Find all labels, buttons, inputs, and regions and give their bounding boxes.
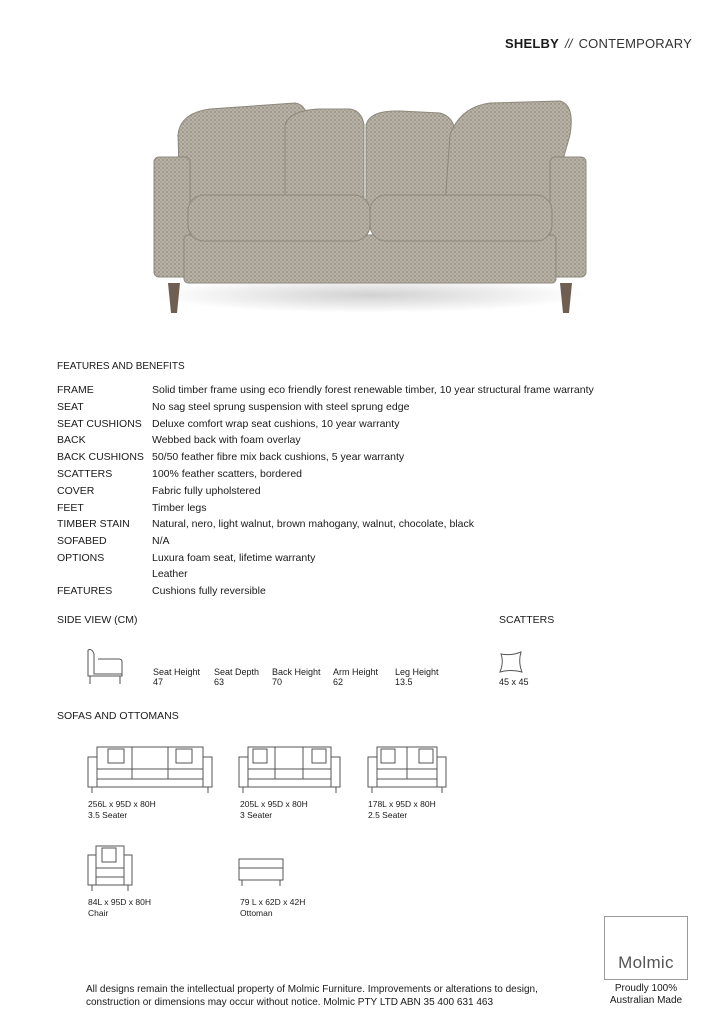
feature-value: Cushions fully reversible bbox=[152, 584, 266, 597]
dim-label: Back Height bbox=[272, 667, 321, 677]
ottoman-caption bbox=[240, 897, 305, 919]
dim-label: Leg Height bbox=[395, 667, 439, 677]
feature-label: SCATTERS bbox=[57, 467, 113, 480]
feature-value: Fabric fully upholstered bbox=[152, 484, 261, 497]
feature-label: TIMBER STAIN bbox=[57, 518, 130, 531]
feature-value: Natural, nero, light walnut, brown mahogany, walnut, chocolate, black bbox=[152, 518, 474, 531]
dim-value: 62 bbox=[333, 677, 344, 687]
feature-value: 50/50 feather fibre mix back cushions, 5 year warranty bbox=[152, 451, 405, 464]
ottoman-diagram bbox=[236, 855, 286, 889]
feature-row-features bbox=[57, 583, 594, 600]
sofa-3-5-seater-caption bbox=[88, 799, 156, 821]
sofa-3-seater-diagram bbox=[237, 743, 342, 795]
feature-value: Deluxe comfort wrap seat cushions, 10 year warranty bbox=[152, 417, 400, 430]
feature-row-cover bbox=[57, 483, 594, 500]
feature-label: COVER bbox=[57, 484, 95, 497]
sofa-3-seater-caption bbox=[240, 799, 308, 821]
feature-label: SOFABED bbox=[57, 535, 107, 548]
feature-row-seat bbox=[57, 399, 594, 416]
dim-value: 47 bbox=[153, 677, 164, 687]
front-left-leg bbox=[168, 283, 180, 313]
dim-seat-depth bbox=[214, 667, 259, 687]
molmic-logo bbox=[604, 916, 688, 980]
option-line-2: Leather bbox=[152, 567, 188, 580]
sofa-2-5-seater-caption bbox=[368, 799, 436, 821]
feature-label: SEAT bbox=[57, 400, 84, 413]
sofa-3-5-seater-diagram bbox=[86, 743, 214, 795]
feature-row-timber-stain bbox=[57, 516, 594, 533]
feature-value: N/A bbox=[152, 535, 170, 548]
sofa-dims: 178L x 95D x 80H bbox=[368, 799, 436, 809]
page-header bbox=[505, 36, 692, 51]
dim-back-height bbox=[272, 667, 321, 687]
feature-value: 100% feather scatters, bordered bbox=[152, 467, 303, 480]
back-cushion-left bbox=[285, 109, 364, 205]
dim-value: 13.5 bbox=[395, 677, 413, 687]
product-name: SHELBY bbox=[505, 36, 559, 51]
feature-label: FEATURES bbox=[57, 584, 113, 597]
chair-diagram bbox=[86, 843, 134, 893]
footer-line-1: All designs remain the intellectual property of Molmic Furniture. Improvements or alterations to design, bbox=[86, 984, 538, 995]
australian-made-tagline bbox=[596, 983, 696, 1007]
dim-seat-height bbox=[153, 667, 200, 687]
sofa-name: Ottoman bbox=[240, 908, 273, 918]
legal-footer bbox=[86, 983, 538, 1009]
sofa-name: 3 Seater bbox=[240, 810, 273, 820]
sofa-product-image bbox=[150, 95, 590, 325]
feature-row-feet bbox=[57, 500, 594, 517]
dim-label: Seat Height bbox=[153, 667, 201, 677]
feature-value: Solid timber frame using eco friendly forest renewable timber, 10 year structural frame warranty bbox=[152, 384, 594, 396]
footer-line-2: construction or dimensions may occur without notice. Molmic PTY LTD ABN 35 400 631 463 bbox=[86, 997, 494, 1008]
sofa-dims: 256L x 95D x 80H bbox=[88, 799, 156, 809]
logo-wordmark: Molmic bbox=[618, 953, 674, 972]
feature-row-scatters bbox=[57, 466, 594, 483]
dim-leg-height bbox=[395, 667, 439, 687]
header-separator: // bbox=[564, 36, 573, 51]
side-view-diagram bbox=[84, 646, 126, 686]
feature-label: OPTIONS bbox=[57, 551, 105, 564]
back-cushion-right bbox=[366, 111, 455, 205]
feature-label: FEET bbox=[57, 501, 84, 514]
sofa-base bbox=[184, 235, 556, 283]
front-right-leg bbox=[560, 283, 572, 313]
feature-label: BACK bbox=[57, 434, 86, 447]
side-view-title: SIDE VIEW (CM) bbox=[57, 614, 138, 626]
sofa-dims: 79 L x 62D x 42H bbox=[240, 897, 306, 907]
feature-row-sofabed bbox=[57, 533, 594, 550]
scatter-cushion-diagram bbox=[498, 650, 524, 674]
sofa-name: Chair bbox=[88, 908, 109, 918]
seat-cushion-right bbox=[370, 195, 552, 241]
dim-label: Arm Height bbox=[333, 667, 379, 677]
scatters-title: SCATTERS bbox=[499, 614, 555, 626]
option-line-1: Luxura foam seat, lifetime warranty bbox=[152, 551, 316, 564]
product-style: CONTEMPORARY bbox=[578, 36, 692, 51]
feature-row-frame bbox=[57, 382, 594, 399]
sofa-dims: 205L x 95D x 80H bbox=[240, 799, 308, 809]
feature-row-back-cushions bbox=[57, 449, 594, 466]
feature-label: FRAME bbox=[57, 384, 94, 396]
feature-row-seat-cushions bbox=[57, 416, 594, 433]
sofa-name: 2.5 Seater bbox=[368, 810, 408, 820]
feature-row-back bbox=[57, 432, 594, 449]
sofa-name: 3.5 Seater bbox=[88, 810, 128, 820]
features-list bbox=[57, 382, 594, 599]
feature-value: No sag steel sprung suspension with steel sprung edge bbox=[152, 400, 410, 413]
sofas-title: SOFAS AND OTTOMANS bbox=[57, 710, 179, 722]
tagline-line-1: Proudly 100% bbox=[614, 983, 678, 994]
sofa-dims: 84L x 95D x 80H bbox=[88, 897, 151, 907]
dim-arm-height bbox=[333, 667, 378, 687]
dim-value: 63 bbox=[214, 677, 225, 687]
seat-cushion-left bbox=[188, 195, 370, 241]
sofa-2-5-seater-diagram bbox=[366, 743, 448, 795]
feature-label: BACK CUSHIONS bbox=[57, 451, 144, 464]
tagline-line-2: Australian Made bbox=[609, 995, 683, 1006]
chair-caption bbox=[88, 897, 151, 919]
feature-value: Webbed back with foam overlay bbox=[152, 434, 301, 447]
dim-label: Seat Depth bbox=[214, 667, 260, 677]
feature-row-options bbox=[57, 550, 594, 583]
features-title: FEATURES AND BENEFITS bbox=[57, 361, 185, 372]
dim-value: 70 bbox=[272, 677, 283, 687]
feature-value: Timber legs bbox=[152, 501, 207, 514]
feature-value bbox=[152, 550, 315, 583]
feature-label: SEAT CUSHIONS bbox=[57, 417, 142, 430]
scatter-size: 45 x 45 bbox=[499, 677, 529, 687]
